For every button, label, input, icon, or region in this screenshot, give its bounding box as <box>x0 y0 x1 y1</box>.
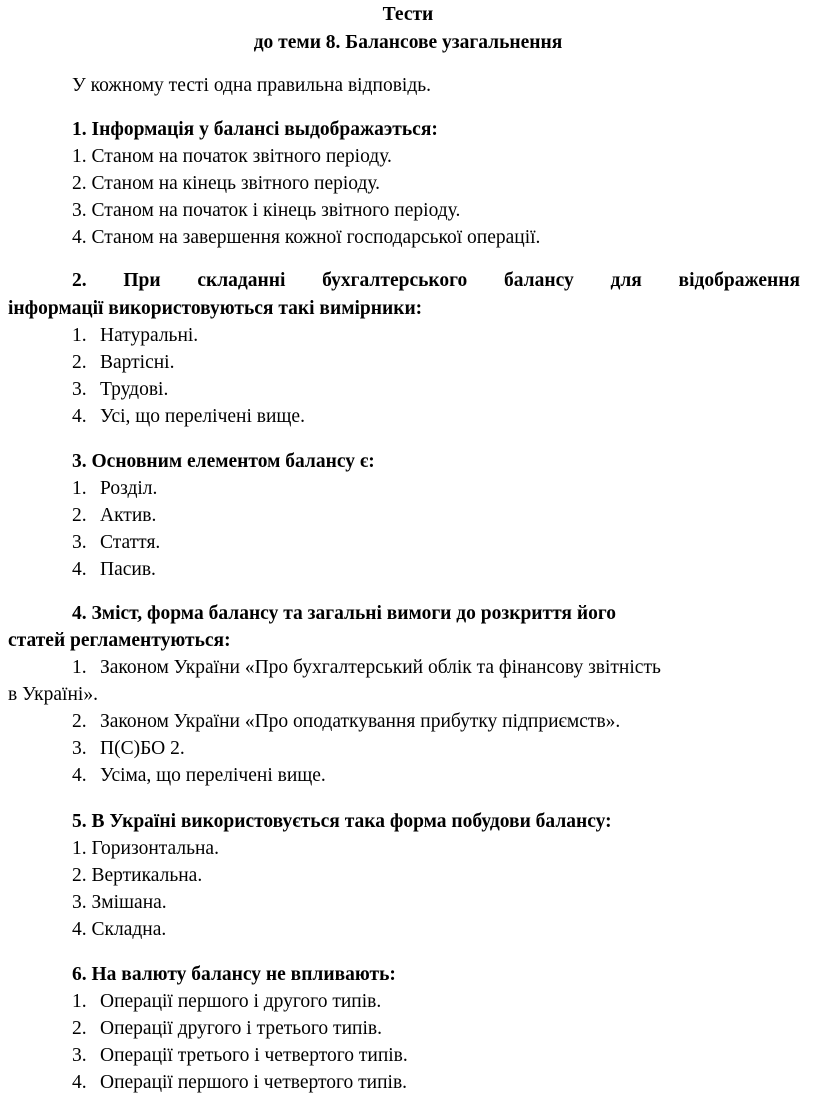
question-2-option-3: 3. Трудові. <box>72 379 169 400</box>
question-6-option-2: 2. Операції другого і третього типів. <box>72 1018 382 1039</box>
question-5-option-3: 3. Змішана. <box>72 892 167 913</box>
question-2-option-1: 1. Натуральні. <box>72 325 199 346</box>
question-2-number: 2. <box>72 270 87 291</box>
question-6-option-4: 4. Операції першого і четвертого типів. <box>72 1072 408 1093</box>
question-4-option-1: 1. Законом України «Про бухгалтерський облік та фінансову звітність <box>72 657 661 678</box>
question-4-title-line-1: 4. Зміст, форма балансу та загальні вимоги до розкриття його <box>72 603 616 624</box>
question-4-option-3: 3. П(С)БО 2. <box>72 738 185 759</box>
question-2-title-line-1 <box>72 268 800 294</box>
question-6-option-3: 3. Операції третього і четвертого типів. <box>72 1045 408 1066</box>
question-3-option-4: 4. Пасив. <box>72 559 156 580</box>
page-title: Тести <box>382 4 434 25</box>
question-1-option-3: 3. Станом на початок і кінець звітного періоду. <box>72 200 461 221</box>
question-3-title: 3. Основним елементом балансу є: <box>72 451 375 472</box>
question-4-option-1-continuation: в Україні». <box>8 684 98 705</box>
question-5-option-1: 1. Горизонтальна. <box>72 838 219 859</box>
page-subtitle: до теми 8. Балансове узагальнення <box>253 32 563 53</box>
question-6-option-1: 1. Операції першого і другого типів. <box>72 991 382 1012</box>
question-3-option-3: 3. Стаття. <box>72 532 161 553</box>
question-2-option-2: 2. Вартісні. <box>72 352 175 373</box>
question-1-option-1: 1. Станом на початок звітного періоду. <box>72 146 392 167</box>
question-1-title: 1. Інформація у балансі выдображаэться: <box>72 119 438 140</box>
question-5-option-2: 2. Вертикальна. <box>72 865 203 886</box>
question-2-title-text: При складанні бухгалтерського балансу для відображення <box>123 270 801 291</box>
question-2-option-4: 4. Усі, що перелічені вище. <box>72 406 305 427</box>
question-2-title-line-2: інформації використовуються такі вимірники: <box>8 298 423 319</box>
question-4-title-line-2: статей регламентуються: <box>8 630 231 651</box>
question-3-option-1: 1. Розділ. <box>72 478 158 499</box>
question-4-option-2: 2. Законом України «Про оподаткування прибутку підприємств». <box>72 711 621 732</box>
question-1-option-2: 2. Станом на кінець звітного періоду. <box>72 173 381 194</box>
question-4-option-4: 4. Усіма, що перелічені вище. <box>72 765 326 786</box>
question-6-title: 6. На валюту балансу не впливають: <box>72 964 396 985</box>
question-1-option-4: 4. Станом на завершення кожної господарської операції. <box>72 227 541 248</box>
intro-text: У кожному тесті одна правильна відповідь. <box>72 75 432 96</box>
question-3-option-2: 2. Актив. <box>72 505 157 526</box>
question-5-title: 5. В Україні використовується така форма побудови балансу: <box>72 811 612 832</box>
question-5-option-4: 4. Складна. <box>72 919 167 940</box>
